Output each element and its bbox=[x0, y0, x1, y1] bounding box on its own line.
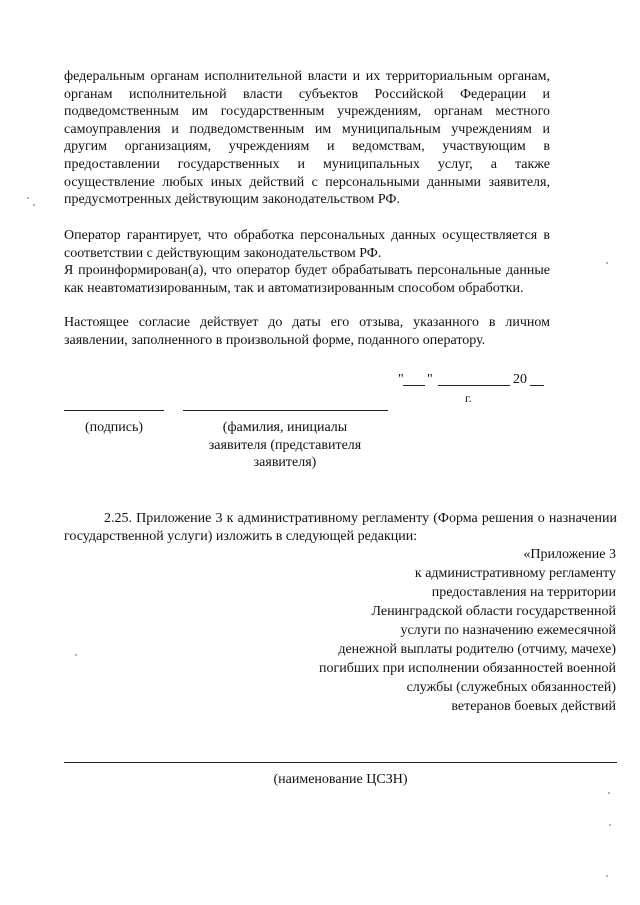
consent-paragraph-recipients: федеральным органам исполнительной власти и их территориальным органам, органам исполнительной власти субъектов Российской Федерации и подведомственным им государственным учреждениям, органам местного самоуправления и подведомственным им муниципальным учреждениям и другим организациям, учреждениям и ведомствам, участвующим в предоставлении государственных и муниципальных услуг, а также осуществление любых иных действий с персональными данными заявителя, предусмотренных действующим законодательством РФ. bbox=[64, 69, 550, 208]
date-close-quote: " bbox=[427, 372, 433, 387]
name-label: (фамилия, инициалы заявителя (представителя заявителя) bbox=[208, 420, 362, 471]
appendix-line: службы (служебных обязанностей) bbox=[406, 680, 616, 695]
appendix-line: к административному регламенту bbox=[414, 566, 616, 581]
date-open-quote: " bbox=[398, 372, 404, 387]
appendix-line: услуги по назначению ежемесячной bbox=[400, 623, 616, 638]
scan-speck bbox=[609, 824, 611, 826]
org-name-label: (наименование ЦСЗН) bbox=[273, 772, 408, 787]
year-prefix: 20 bbox=[513, 372, 527, 387]
appendix-line: предоставления на территории bbox=[431, 585, 616, 600]
consent-paragraph-guarantee: Оператор гарантирует, что обработка персональных данных осуществляется в соответствии с действующим законодательством РФ. bbox=[64, 228, 550, 261]
amendment-text: 2.25. Приложение 3 к административному регламенту (Форма решения о назначении государственной услуги) изложить в следующей редакции: bbox=[64, 511, 617, 544]
year-blank bbox=[530, 385, 544, 386]
scan-speck bbox=[606, 875, 608, 877]
signature-line bbox=[64, 410, 164, 411]
signature-label: (подпись) bbox=[84, 420, 144, 435]
consent-paragraph-validity: Настоящее согласие действует до даты его отзыва, указанного в личном заявлении, заполненного в произвольной форме, поданного оператору. bbox=[64, 315, 550, 348]
appendix-line: Ленинградской области государственной bbox=[371, 604, 616, 619]
appendix-line: погибших при исполнении обязанностей военной bbox=[319, 661, 616, 676]
scan-speck bbox=[27, 197, 29, 199]
month-blank bbox=[438, 385, 510, 386]
scan-speck bbox=[606, 262, 608, 264]
scan-speck bbox=[75, 654, 77, 656]
scan-speck bbox=[33, 204, 35, 206]
org-name-line bbox=[64, 762, 617, 763]
appendix-line: «Приложение 3 bbox=[523, 547, 616, 562]
name-line bbox=[183, 410, 388, 411]
appendix-line: ветеранов боевых действий bbox=[451, 699, 616, 714]
year-suffix: г. bbox=[465, 391, 472, 405]
appendix-line: денежной выплаты родителю (отчиму, мачехе) bbox=[338, 642, 616, 657]
scan-speck bbox=[608, 792, 610, 794]
consent-paragraph-informed: Я проинформирован(а), что оператор будет обрабатывать персональные данные как неавтоматизированным, так и автоматизированным способом обработки. bbox=[64, 263, 550, 296]
day-blank bbox=[403, 385, 425, 386]
